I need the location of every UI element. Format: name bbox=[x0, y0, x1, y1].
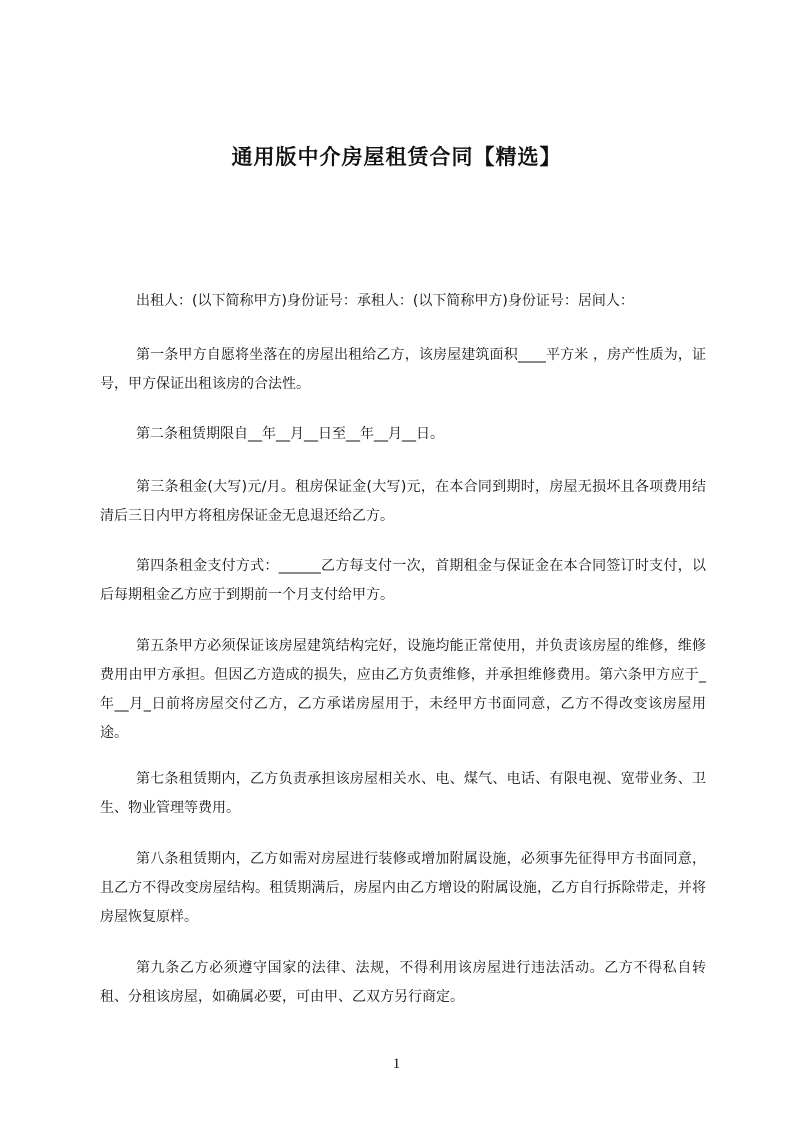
paragraph-article-5-6: 第五条甲方必须保证该房屋建筑结构完好，设施均能正常使用，并负责该房屋的维修，维修费用由甲方承担。但因乙方造成的损失，应由乙方负责维修，并承担维修费用。第六条甲方应于_年__月_日前将房屋交付乙方，乙方承诺房屋用于，未经甲方书面同意，乙方不得改变该房屋用途。 bbox=[100, 638, 706, 741]
paragraph-article-2: 第二条租赁期限自__年__月__日至__年__月__日。 bbox=[136, 426, 444, 442]
page-number: 1 bbox=[392, 1056, 401, 1072]
paragraph-article-7: 第七条租赁期内，乙方负责承担该房屋相关水、电、煤气、电话、有限电视、宽带业务、卫生、物业管理等费用。 bbox=[100, 771, 706, 816]
paragraph-article-4: 第四条租金支付方式：______乙方每支付一次，首期租金与保证金在本合同签订时支付，以后每期租金乙方应于到期前一个月支付给甲方。 bbox=[100, 558, 706, 603]
paragraph-article-3: 第三条租金(大写)元/月。租房保证金(大写)元，在本合同到期时，房屋无损坏且各项费用结清后三日内甲方将租房保证金无息退还给乙方。 bbox=[100, 479, 706, 524]
paragraph-parties: 出租人：(以下简称甲方)身份证号：承租人：(以下简称甲方)身份证号：居间人： bbox=[136, 293, 634, 309]
page-title: 通用版中介房屋租赁合同【精选】 bbox=[231, 145, 562, 169]
paragraph-article-8: 第八条租赁期内，乙方如需对房屋进行装修或增加附属设施，必须事先征得甲方书面同意，且乙方不得改变房屋结构。租赁期满后，房屋内由乙方增设的附属设施，乙方自行拆除带走，并将房屋恢复原样。 bbox=[100, 851, 706, 925]
paragraph-article-9: 第九条乙方必须遵守国家的法律、法规，不得利用该房屋进行违法活动。乙方不得私自转租、分租该房屋，如确属必要，可由甲、乙双方另行商定。 bbox=[100, 960, 706, 1005]
paragraph-article-1: 第一条甲方自愿将坐落在的房屋出租给乙方，该房屋建筑面积____平方米 ，房产性质为，证号，甲方保证出租该房的合法性。 bbox=[100, 347, 706, 392]
